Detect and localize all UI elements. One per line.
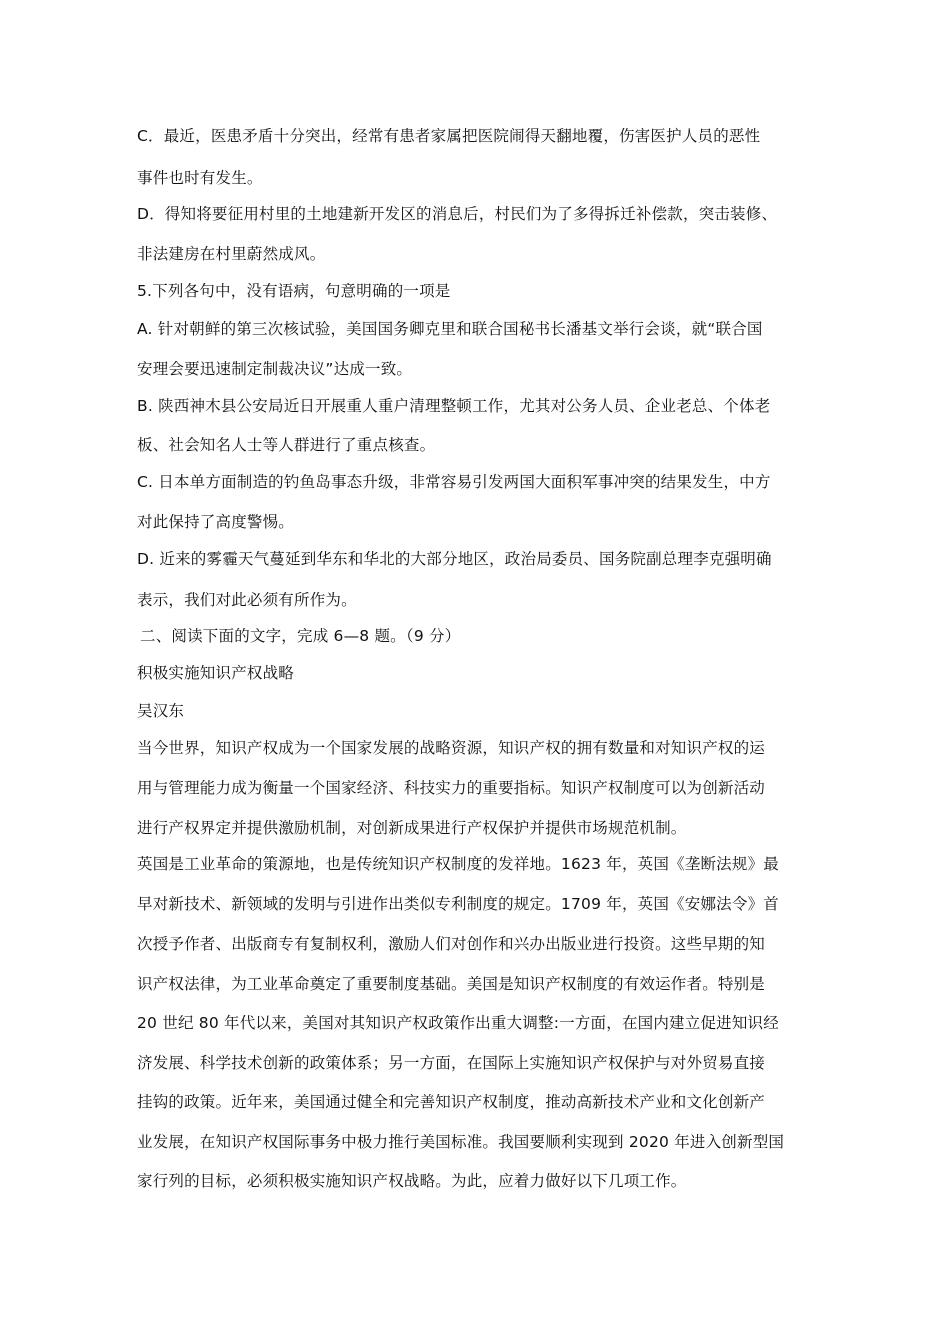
option-c-line-1: C．最近，医患矛盾十分突出，经常有患者家属把医院闹得天翻地覆，伤害医护人员的恶性 [137,127,761,145]
para-2-line-9: 家行列的目标，必须积极实施知识产权战略。为此，应着力做好以下几项工作。 [137,1172,687,1190]
q5-option-a-line-1: A. 针对朝鲜的第三次核试验，美国国务卿克里和联合国秘书长潘基文举行会谈，就“联合国 [137,320,763,338]
para-2-line-6: 济发展、科学技术创新的政策体系；另一方面，在国际上实施知识产权保护与对外贸易直接 [137,1054,766,1072]
para-2-line-3: 次授予作者、出版商专有复制权利，激励人们对创作和兴办出版业进行投资。这些早期的知 [137,935,766,953]
option-c-line-2: 事件也时有发生。 [137,169,263,187]
para-2-line-7: 挂钩的政策。近年来，美国通过健全和完善知识产权制度，推动高新技术产业和文化创新产 [137,1093,766,1111]
para-1-line-2: 用与管理能力成为衡量一个国家经济、科技实力的重要指标。知识产权制度可以为创新活动 [137,779,766,797]
question-5: 5.下列各句中，没有语病，句意明确的一项是 [137,282,451,300]
q5-option-c-line-1: C. 日本单方面制造的钓鱼岛事态升级，非常容易引发两国大面积军事冲突的结果发生，中方 [137,473,771,491]
q5-option-b-line-1: B. 陕西神木县公安局近日开展重人重户清理整顿工作，尤其对公务人员、企业老总、个体老 [137,397,771,415]
para-2-line-2: 早对新技术、新领域的发明与引进作出类似专利制度的规定。1709 年，英国《安娜法令》首 [137,895,779,913]
article-author: 吴汉东 [137,702,185,720]
option-d-line-2: 非法建房在村里蔚然成风。 [137,245,326,263]
para-2-line-8: 业发展，在知识产权国际事务中极力推行美国标准。我国要顺利实现到 2020 年进入创新型国 [137,1133,785,1151]
article-title: 积极实施知识产权战略 [137,664,295,682]
q5-option-d-line-1: D. 近来的雾霾天气蔓延到华东和华北的大部分地区，政治局委员、国务院副总理李克强明确 [137,550,772,568]
q5-option-c-line-2: 对此保持了高度警惕。 [137,513,295,531]
section-2-heading: 二、阅读下面的文字，完成 6—8 题。（9 分） [140,627,461,645]
para-2-line-5: 20 世纪 80 年代以来，美国对其知识产权政策作出重大调整:一方面，在国内建立促进知识经 [137,1014,779,1032]
q5-option-d-line-2: 表示，我们对此必须有所作为。 [137,591,357,609]
q5-option-a-line-2: 安理会要迅速制定制裁决议”达成一致。 [137,360,413,378]
para-1-line-1: 当今世界，知识产权成为一个国家发展的战略资源，知识产权的拥有数量和对知识产权的运 [137,739,766,757]
para-2-line-4: 识产权法律，为工业革命奠定了重要制度基础。美国是知识产权制度的有效运作者。特别是 [137,975,766,993]
para-1-line-3: 进行产权界定并提供激励机制，对创新成果进行产权保护并提供市场规范机制。 [137,819,687,837]
para-2-line-1: 英国是工业革命的策源地，也是传统知识产权制度的发祥地。1623 年，英国《垄断法规》最 [137,855,779,873]
option-d-line-1: D．得知将要征用村里的土地建新开发区的消息后，村民们为了多得拆迁补偿款，突击装修、 [137,205,778,223]
q5-option-b-line-2: 板、社会知名人士等人群进行了重点核查。 [137,436,436,454]
